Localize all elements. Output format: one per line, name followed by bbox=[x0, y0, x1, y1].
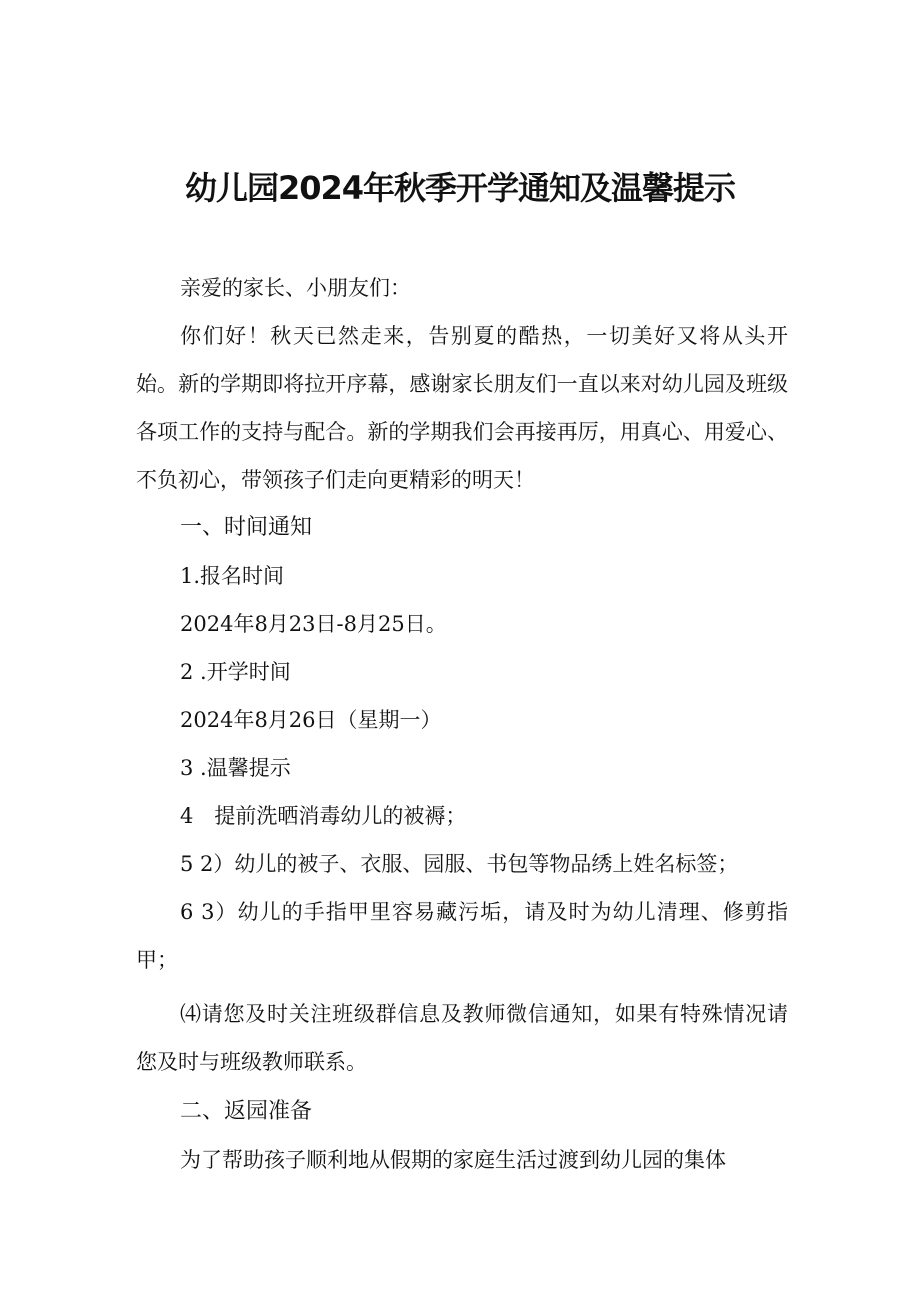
section-heading-return: 二、返园准备 bbox=[180, 1099, 313, 1124]
section-heading-time: 一、时间通知 bbox=[180, 515, 313, 540]
greeting: 亲爱的家长、小朋友们： bbox=[180, 276, 411, 300]
tip-item: 4 提前洗晒消毒幼儿的被褥； bbox=[180, 804, 467, 828]
item-start-value: 2024年8月26日（星期一） bbox=[180, 708, 442, 732]
tip-item: ⑷请您及时关注班级群信息及教师微信通知，如果有特殊情况请您及时与班级教师联系。 bbox=[136, 1002, 788, 1074]
item-registration-value: 2024年8月23日-8月25日。 bbox=[180, 612, 447, 636]
document-title: 幼儿园2024年秋季开学通知及温馨提示 bbox=[184, 169, 736, 207]
section2-paragraph: 为了帮助孩子顺利地从假期的家庭生活过渡到幼儿园的集体 bbox=[180, 1148, 726, 1172]
item-tips-label: 3 .温馨提示 bbox=[180, 756, 291, 780]
item-registration-label: 1.报名时间 bbox=[180, 564, 285, 588]
tip-item: 5 2）幼儿的被子、衣服、园服、书包等物品绣上姓名标签； bbox=[180, 852, 739, 876]
intro-paragraph: 你们好！秋天已然走来，告别夏的酷热，一切美好又将从头开始。新的学期即将拉开序幕，感谢家长朋友们一直以来对幼儿园及班级各项工作的支持与配合。新的学期我们会再接再厉，用真心、用爱心、不负初心，带领孩子们走向更精彩的明天！ bbox=[136, 324, 788, 492]
item-start-label: 2 .开学时间 bbox=[180, 660, 291, 684]
tip-item: 6 3）幼儿的手指甲里容易藏污垢，请及时为幼儿清理、修剪指甲； bbox=[136, 900, 788, 972]
